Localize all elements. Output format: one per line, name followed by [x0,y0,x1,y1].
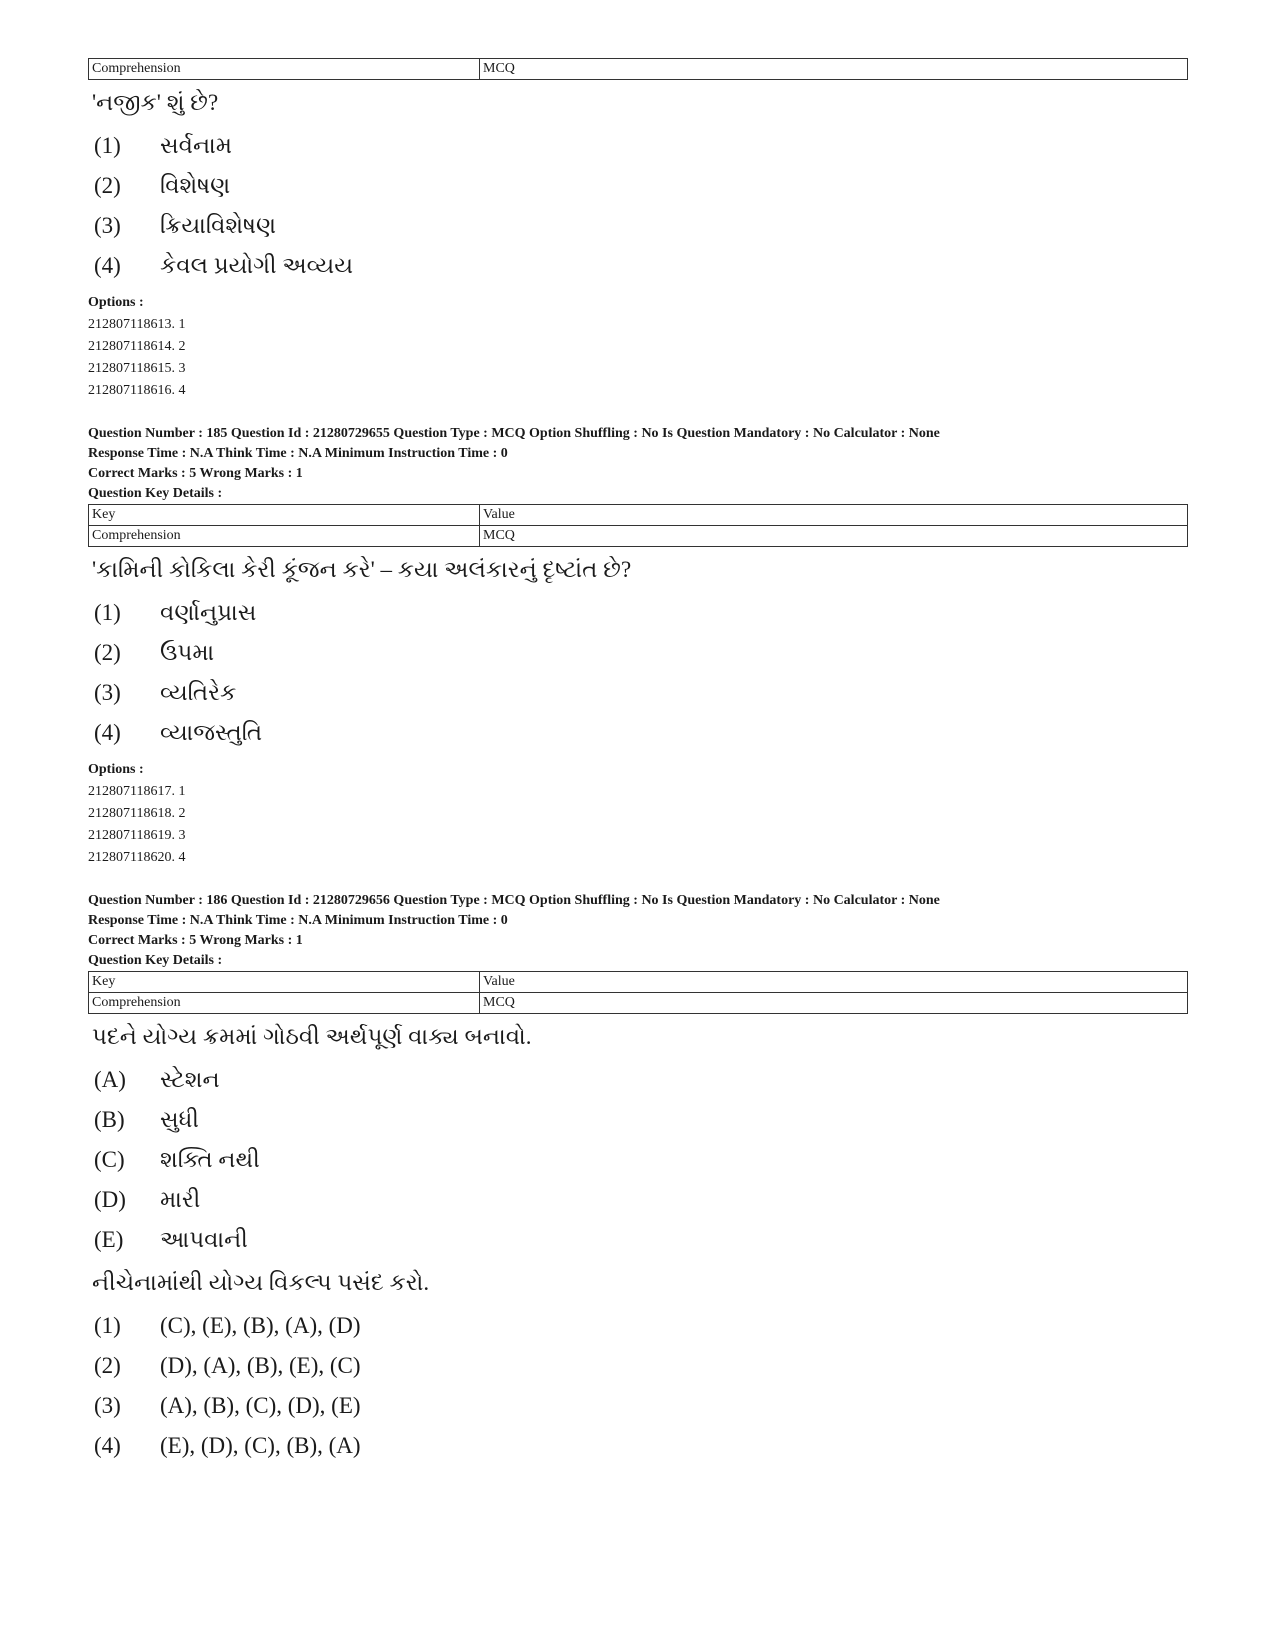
table-cell: Comprehension [89,59,480,80]
choice [94,633,1188,673]
meta-line: Question Number : 185 Question Id : 21280729655 Question Type : MCQ Option Shuffling : No Is Question Mandatory : No Calculator : None [88,426,940,441]
table-header-row [89,972,1188,993]
choice [94,713,1188,753]
choice-number: (1) [94,600,121,625]
option-id: 212807118620. 4 [88,850,186,865]
key-details-label: Question Key Details : [88,953,223,968]
sentence-part [94,1100,1188,1140]
choice [94,126,1188,166]
table-row [89,526,1188,547]
question-text: પદને યોગ્ય ક્રમમાં ગોઠવી અર્થપૂર્ણ વાક્ય બનાવો. [92,1024,532,1049]
meta-line: Question Number : 186 Question Id : 21280729656 Question Type : MCQ Option Shuffling : No Is Question Mandatory : No Calculator : None [88,893,940,908]
choice-text: (C), (E), (B), (A), (D) [160,1313,361,1338]
table-cell: MCQ [480,59,1188,80]
sentence-part [94,1060,1188,1100]
sentence-part [94,1220,1188,1260]
choice-text: (D), (A), (B), (E), (C) [160,1353,361,1378]
choice [94,1306,1188,1346]
options-label: Options : [88,295,144,310]
meta-line: Response Time : N.A Think Time : N.A Minimum Instruction Time : 0 [88,446,508,461]
choice-text: વિશેષણ [160,173,231,198]
choice-number: (2) [94,640,121,665]
instruction-text: નીચેનામાંથી યોગ્ય વિકલ્પ પસંદ કરો. [92,1270,430,1295]
choice-number: (3) [94,680,121,705]
document-page [88,58,1188,1466]
choice-number: (4) [94,720,121,745]
choice [94,206,1188,246]
choice-text: (A), (B), (C), (D), (E) [160,1393,361,1418]
choice-text: વ્યાજસ્તુતિ [160,720,263,745]
choice-text: (E), (D), (C), (B), (A) [160,1433,361,1458]
part-text: શક્તિ નથી [160,1147,260,1172]
choice-text: ઉપમા [160,640,215,665]
option-id: 212807118619. 3 [88,828,186,843]
option-id: 212807118617. 1 [88,784,186,799]
sentence-part [94,1140,1188,1180]
choice [94,673,1188,713]
part-text: સ્ટેશન [160,1067,220,1092]
part-label: (D) [94,1187,126,1212]
question-text: 'કામિની કોકિલા કેરી કૂંજન કરે' – કયા અલંકારનું દૃષ્ટાંત છે? [92,557,632,582]
question-text: 'નજીક' શું છે? [92,90,219,115]
part-label: (B) [94,1107,125,1132]
choice [94,1426,1188,1466]
option-id: 212807118618. 2 [88,806,186,821]
part-label: (E) [94,1227,124,1252]
table-row [89,59,1188,80]
option-id: 212807118616. 4 [88,383,186,398]
table-row [89,993,1188,1014]
choice [94,166,1188,206]
part-label: (C) [94,1147,125,1172]
key-details-label: Question Key Details : [88,486,223,501]
table-cell: Comprehension [89,993,480,1014]
choice-text: સર્વનામ [160,133,232,158]
choice-number: (1) [94,133,121,158]
question-key-table [88,971,1188,1014]
table-header-cell: Value [480,972,1188,993]
table-header-cell: Value [480,505,1188,526]
question-key-table [88,58,1188,80]
choice [94,246,1188,286]
table-header-cell: Key [89,972,480,993]
part-text: મારી [160,1187,201,1212]
choice-number: (2) [94,1353,121,1378]
sentence-part [94,1180,1188,1220]
table-cell: MCQ [480,993,1188,1014]
question-key-table [88,504,1188,547]
choice-number: (1) [94,1313,121,1338]
meta-line: Response Time : N.A Think Time : N.A Minimum Instruction Time : 0 [88,913,508,928]
table-cell: MCQ [480,526,1188,547]
choice-number: (4) [94,1433,121,1458]
choice-text: કેવલ પ્રયોગી અવ્યય [160,253,354,278]
option-id: 212807118614. 2 [88,339,186,354]
choice [94,593,1188,633]
choice [94,1386,1188,1426]
table-cell: Comprehension [89,526,480,547]
choice-number: (3) [94,213,121,238]
part-text: સુધી [160,1107,200,1132]
option-id: 212807118613. 1 [88,317,186,332]
question-meta [88,424,1188,504]
part-label: (A) [94,1067,126,1092]
choice [94,1346,1188,1386]
question-meta [88,891,1188,971]
choice-number: (4) [94,253,121,278]
marks-line: Correct Marks : 5 Wrong Marks : 1 [88,933,303,948]
choice-number: (2) [94,173,121,198]
options-label: Options : [88,762,144,777]
part-text: આપવાની [160,1227,248,1252]
choice-text: વ્યતિરેક [160,680,237,705]
choice-text: ક્રિયાવિશેષણ [160,213,277,238]
table-header-row [89,505,1188,526]
marks-line: Correct Marks : 5 Wrong Marks : 1 [88,466,303,481]
option-id: 212807118615. 3 [88,361,186,376]
choice-text: વર્ણાનુપ્રાસ [160,600,257,625]
table-header-cell: Key [89,505,480,526]
choice-number: (3) [94,1393,121,1418]
